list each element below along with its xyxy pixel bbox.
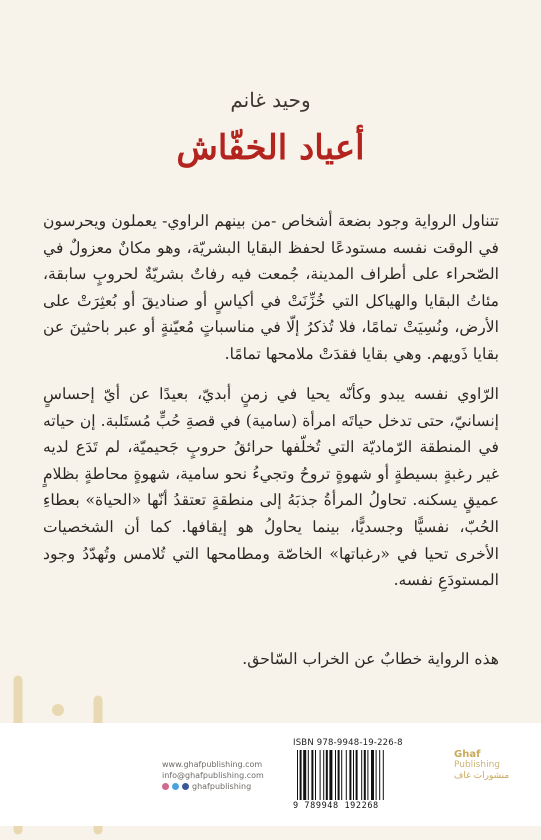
publisher-name-en-2: Publishing xyxy=(454,760,500,770)
publisher-name-ar: منشورات غاف xyxy=(454,771,510,781)
email-link[interactable]: info@ghafpublishing.com xyxy=(162,771,264,780)
author-name: وحيد غانم xyxy=(230,88,311,112)
blurb-paragraph-3: هذه الرواية خطابٌ عن الخراب السّاحق. xyxy=(242,650,499,668)
blurb-paragraph-1: تتناول الرواية وجود بضعة أشخاص -من بينهم الراوي- يعملون ويحرسون في الوقت نفسه مستودعًا لحفظ البقايا البشريّة، وهو مكانٌ معزولٌ في الصّحراء على أطراف المدينة، جُمعت فيه رفاتٌ بشريّةٌ لحروبٍ سابقة، مئاتُ البقايا والهياكل التي خُزِّنَتْ في أكياسٍ أو صناديقَ أو بُعثِرَتْ على الأرض، ونُسِيَتْ تمامًا، فلا تُذكرُ إلّا في مناسباتٍ مُعيّنةٍ أو عبر باحثينَ عن بقايا ذَويهم. وهي بقايا فقدَتْ ملامحها تمامًا. xyxy=(43,212,499,363)
blurb-paragraph-2: الرّاوي نفسه يبدو وكأنّه يحيا في زمنٍ أبديّ، بعيدًا عن أيّ إحساسٍ إنسانيّ، حتى تدخل حياتَه امرأة (سامية) في قصةِ حُبٍّ مُستَلبة. إن حياته في المنطقة الرّماديّة التي تُخلّفها حرائقُ حروبٍ جَحيميّة، لم تَدَع لديه غير رغبةٍ بسيطةٍ أو شهوةٍ تروحُ وتجيءُ نحو سامية، شهوةٍ محاطةٍ بظلامٍ عميقٍ يسكنه. تحاولُ المرأةُ جذبَهُ إلى منطقةٍ تعتقدُ أنّها «الحياة» بعطاءِ الحُبّ، نفسيًّا وجسديًّا، بينما يحاولُ هو إيقافها. كما أن الشخصيات الأخرى تحيا في «رغباتها» الخاصّة ومطامحها التي تُلامس وتُهدّدُ وجود المستودَعِ نفسه. xyxy=(43,385,499,590)
barcode-graphic xyxy=(293,750,443,800)
instagram-icon xyxy=(162,783,169,790)
isbn-barcode-block xyxy=(293,738,443,818)
publisher-logo xyxy=(454,749,524,782)
social-handle[interactable]: ghafpublishing xyxy=(192,782,252,791)
barcode-digits: 9 789948 192268 xyxy=(293,801,379,811)
publisher-contacts xyxy=(162,759,264,792)
social-row xyxy=(162,781,264,792)
book-title: أعياد الخفّاش xyxy=(176,128,365,168)
facebook-icon xyxy=(182,783,189,790)
twitter-icon xyxy=(172,783,179,790)
isbn-label: ISBN 978-9948-19-226-8 xyxy=(293,738,403,748)
publisher-name-en: Ghaf xyxy=(454,749,481,760)
website-link[interactable]: www.ghafpublishing.com xyxy=(162,760,263,769)
